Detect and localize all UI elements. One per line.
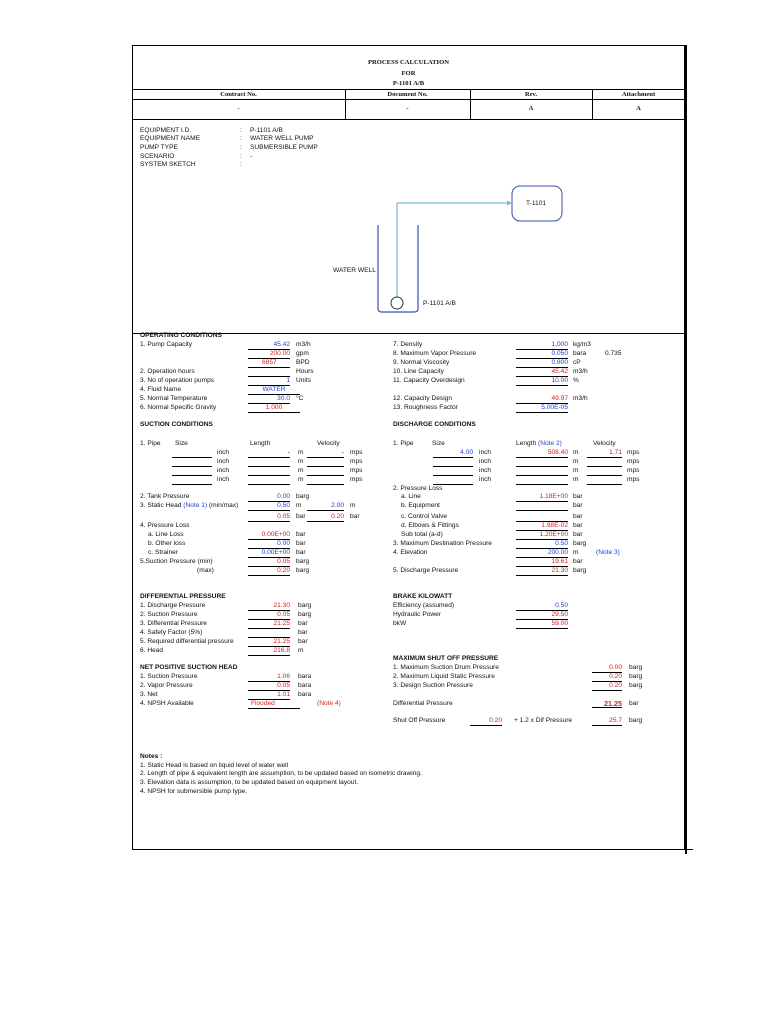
suction-pipe-header: 1. Pipe xyxy=(140,440,161,447)
scenario-label: SCENARIO xyxy=(140,153,175,160)
note-item: 1. Static Head is based on liquid level of water well xyxy=(140,762,289,769)
water-well-label: WATER WELL xyxy=(333,267,376,274)
npsh-net-label: 3. Net xyxy=(140,691,158,698)
line-capacity-label: 10. Line Capacity xyxy=(393,368,444,375)
unit: m xyxy=(298,476,304,483)
suction-velocity-cell xyxy=(307,468,344,476)
unit: bar xyxy=(296,513,306,520)
submersible-pump-icon xyxy=(391,297,403,309)
suction-title: SUCTION CONDITIONS xyxy=(140,421,213,428)
dp-discharge-label: 1. Discharge Pressure xyxy=(140,602,206,609)
discharge-velocity-cell xyxy=(587,477,622,485)
pump-capacity-label: 1. Pump Capacity xyxy=(140,341,193,348)
discharge-title: DISCHARGE CONDITIONS xyxy=(393,421,476,428)
unit: inch xyxy=(217,449,230,456)
discharge-length-row1: 508.40 xyxy=(516,450,568,458)
unit: bara xyxy=(573,350,587,357)
unit: mps xyxy=(350,476,363,483)
equipment-loss-value xyxy=(516,503,568,511)
fluid-name-label: 4. Fluid Name xyxy=(140,386,182,393)
hydraulic-power-value: 29.50 xyxy=(516,612,568,620)
well-bottom xyxy=(378,309,418,312)
suction-velocity-cell xyxy=(307,477,344,485)
unit: inch xyxy=(217,458,230,465)
other-loss-value: 0.00 xyxy=(248,541,290,549)
pump-capacity-m3h: 45.42 xyxy=(248,342,290,350)
discharge-pressure-label: 5. Discharge Pressure xyxy=(393,567,459,574)
strainer-value: 0.00E+00 xyxy=(248,550,290,558)
unit: mps xyxy=(627,476,640,483)
unit: bar xyxy=(296,549,306,556)
max-liquid-static-value: 0.20 xyxy=(592,674,622,682)
note-2-ref: (Note 2) xyxy=(538,440,562,447)
unit: bara xyxy=(298,673,312,680)
max-destination-pressure-label: 3. Maximum Destination Pressure xyxy=(393,540,492,547)
suction-pressure-min-value: 0.05 xyxy=(248,559,290,567)
vapor-pressure-label: 8. Maximum Vapor Pressure xyxy=(393,350,477,357)
suction-size-header: Size xyxy=(175,440,188,447)
unit: mps xyxy=(627,458,640,465)
elevation-label: 4. Elevation xyxy=(393,549,428,556)
unit: m xyxy=(573,449,579,456)
tank-pressure-value: 0.00 xyxy=(248,494,290,502)
unit: bar xyxy=(573,558,583,565)
dp-suction-value: 0.05 xyxy=(248,612,290,620)
colon: : xyxy=(240,144,242,151)
unit: inch xyxy=(479,476,492,483)
max-suction-drum-value: 0.00 xyxy=(592,665,622,673)
title-line-2: FOR xyxy=(401,70,416,77)
efficiency-value: 0.50 xyxy=(516,603,568,611)
shutoff-pressure-label: Shut Off Pressure xyxy=(393,717,446,724)
discharge-velocity-row1: 1.71 xyxy=(587,450,622,458)
unit: bar xyxy=(298,638,308,645)
static-head-max: 2.00 xyxy=(307,503,344,511)
notes-title: Notes : xyxy=(140,753,163,760)
unit: mps xyxy=(350,467,363,474)
unit: barg xyxy=(573,540,587,547)
design-suction-value: 0.20 xyxy=(592,683,622,691)
dp-suction-label: 2. Suction Pressure xyxy=(140,611,198,618)
suction-size-cell xyxy=(172,477,212,485)
unit: BPD xyxy=(296,359,310,366)
equip-name-value: WATER WELL PUMP xyxy=(250,135,314,142)
strainer-label: c. Strainer xyxy=(148,549,179,556)
unit: m xyxy=(573,467,579,474)
unit: m xyxy=(298,467,304,474)
equip-name-label: EQUIPMENT NAME xyxy=(140,135,200,142)
unit: m3/h xyxy=(573,395,588,402)
operating-title: OPERATING CONDITIONS xyxy=(140,332,222,339)
unit: kg/m3 xyxy=(573,341,591,348)
colon: : xyxy=(240,161,242,168)
no-pumps-value: 1 xyxy=(248,378,290,386)
suction-length-header: Length xyxy=(250,440,271,447)
unit: barg xyxy=(296,567,310,574)
unit: inch xyxy=(479,458,492,465)
specific-gravity-value: 1.000 xyxy=(248,405,300,413)
document-no-label: Document No. xyxy=(387,91,428,98)
vapor-pressure-extra: 0.735 xyxy=(605,350,622,357)
pump-type-value: SUBMERSIBLE PUMP xyxy=(250,144,318,151)
contract-no-label: Contract No. xyxy=(220,91,257,98)
unit: % xyxy=(573,377,579,384)
unit: bar xyxy=(573,522,583,529)
bkw-label: bkW xyxy=(393,620,407,627)
unit: barg xyxy=(296,493,310,500)
unit: barg xyxy=(298,611,312,618)
dp-differential-value: 21.25 xyxy=(248,621,290,629)
shutoff-pressure-value: 25.7 xyxy=(592,718,622,726)
equip-id-value: P-1101 A/B xyxy=(250,127,283,134)
shutoff-dp-label: Differential Pressure xyxy=(393,700,453,707)
density-label: 7. Density xyxy=(393,341,423,348)
elbows-fittings-label: d. Elbows & Fittings xyxy=(401,522,459,529)
density-value: 1,000 xyxy=(516,342,568,350)
unit: Units xyxy=(296,377,312,384)
operation-hours-value xyxy=(248,369,290,377)
discharge-velocity-cell xyxy=(587,468,622,476)
unit: mps xyxy=(350,449,363,456)
static-head-label: 3. Static Head (Note 1) (min/max) xyxy=(140,502,239,509)
unit: m xyxy=(573,549,579,556)
unit: cP xyxy=(573,359,581,366)
suction-velocity-cell xyxy=(307,459,344,467)
npsh-available-label: 4. NPSH Available xyxy=(140,700,194,707)
unit: inch xyxy=(217,476,230,483)
required-dp-label: 5. Required differential pressure xyxy=(140,638,234,645)
elevation-bar-value: 19.61 xyxy=(516,559,568,567)
head-value: 216.8 xyxy=(248,648,290,656)
unit: bar xyxy=(573,502,583,509)
differential-title: DIFFERENTIAL PRESSURE xyxy=(140,593,226,600)
unit: bar xyxy=(350,513,360,520)
discharge-velocity-cell xyxy=(587,459,622,467)
npsh-vapor-value: 0.05 xyxy=(248,683,290,691)
unit: m xyxy=(573,458,579,465)
suction-length-cell xyxy=(248,477,290,485)
line-capacity-value: 45.42 xyxy=(516,369,568,377)
normal-temp-value: 30.0 xyxy=(248,396,290,404)
dp-discharge-value: 21.30 xyxy=(248,603,290,611)
discharge-size-header: Size xyxy=(432,440,445,447)
unit: barg xyxy=(298,602,312,609)
scenario-value: - xyxy=(250,153,253,160)
suction-length-cell xyxy=(248,468,290,476)
unit: mps xyxy=(627,449,640,456)
unit: barg xyxy=(296,558,310,565)
overdesign-value: 10.00 xyxy=(516,378,568,386)
shutoff-dp-value: 21.25 xyxy=(592,700,622,708)
line-loss-label: a. Line Loss xyxy=(148,531,184,538)
discharge-size-cell xyxy=(433,459,473,467)
design-suction-label: 3. Design Suction Pressure xyxy=(393,682,473,689)
unit: m3/h xyxy=(296,341,311,348)
attachment-value: A xyxy=(636,105,641,112)
shutoff-formula-label: + 1.2 x Dif Pressure xyxy=(514,717,573,724)
bkw-value: 59.00 xyxy=(516,621,568,629)
unit: m xyxy=(298,458,304,465)
unit: m xyxy=(298,449,304,456)
unit: inch xyxy=(217,467,230,474)
colon: : xyxy=(240,127,242,134)
suction-pressure-max-label: (max) xyxy=(197,567,214,574)
static-head-min-bar: 0.05 xyxy=(248,514,290,522)
npsh-net-value: 1.01 xyxy=(248,692,290,700)
discharge-velocity-header: Velocity xyxy=(593,440,616,447)
suction-size-cell xyxy=(172,450,212,458)
attachment-label: Attachment xyxy=(621,91,656,98)
discharge-length-header: Length (Note 2) xyxy=(516,440,562,447)
note-item: 2. Length of pipe & equivalent length are assumption, to be updated based on isometric drawing. xyxy=(140,770,422,777)
discharge-pressure-loss-label: 2. Pressure Loss xyxy=(393,485,443,492)
unit: barg xyxy=(629,664,643,671)
unit: barg xyxy=(573,567,587,574)
efficiency-label: Efficiency (assumed) xyxy=(393,602,455,609)
pump-type-label: PUMP TYPE xyxy=(140,144,178,151)
discharge-pressure-value: 21.30 xyxy=(516,568,568,576)
suction-velocity-row1: - xyxy=(307,450,344,458)
title-line-1: PROCESS CALCULATION xyxy=(367,59,450,66)
suction-length-row1: - xyxy=(248,450,290,458)
pump-capacity-bpd: 6857 xyxy=(248,360,290,368)
viscosity-value: 0.800 xyxy=(516,360,568,368)
unit: bar xyxy=(573,513,583,520)
note-item: 4. NPSH for submersible pump type. xyxy=(140,788,248,795)
line-loss-value: 0.00E+00 xyxy=(248,532,290,540)
npsh-suction-label: 1. Suction Pressure xyxy=(140,673,198,680)
title-line-3: P-1101 A/B xyxy=(392,80,425,87)
roughness-value: 5.00E-05 xyxy=(516,405,568,413)
discharge-length-cell xyxy=(516,459,568,467)
suction-velocity-header: Velocity xyxy=(317,440,340,447)
subtotal-value: 1.20E+00 xyxy=(516,532,568,540)
unit: bar xyxy=(573,531,583,538)
max-liquid-static-label: 2. Maximum Liquid Static Pressure xyxy=(393,673,495,680)
fluid-name-value: WATER xyxy=(248,387,300,395)
discharge-size-row1: 4.00 xyxy=(433,450,473,458)
max-suction-drum-label: 1. Maximum Suction Drum Pressure xyxy=(393,664,499,671)
overdesign-label: 11. Capacity Overdesign xyxy=(393,377,465,384)
safety-factor-label: 4. Safety Factor (5%) xyxy=(140,629,203,636)
shutoff-base-value: 0.20 xyxy=(470,718,502,726)
viscosity-label: 9. Normal Viscosity xyxy=(393,359,450,366)
npsh-available-value: Flooded xyxy=(248,701,300,709)
note-3-ref: (Note 3) xyxy=(596,549,620,556)
unit: gpm xyxy=(296,350,309,357)
brake-title: BRAKE KILOWATT xyxy=(393,593,453,600)
flow-arrow-icon xyxy=(507,201,512,206)
no-pumps-label: 3. No of operation pumps xyxy=(140,377,215,384)
suction-size-cell xyxy=(172,468,212,476)
unit: barg xyxy=(629,682,643,689)
operation-hours-label: 2. Operation hours xyxy=(140,368,195,375)
dp-differential-label: 3. Differential Pressure xyxy=(140,620,207,627)
equip-id-label: EQUIPMENT I.D. xyxy=(140,127,192,134)
note-item: 3. Elevation data is assumption, to be updated based on equipment layout. xyxy=(140,779,359,786)
colon: : xyxy=(240,135,242,142)
capacity-design-label: 12. Capacity Design xyxy=(393,395,453,402)
equipment-loss-label: b. Equipment xyxy=(401,502,440,509)
control-valve-value xyxy=(516,514,568,522)
unit: bar xyxy=(298,629,308,636)
control-valve-label: c. Control Valve xyxy=(401,513,448,520)
suction-pressure-min-label: 5.Suction Pressure (min) xyxy=(140,558,213,565)
discharge-length-cell xyxy=(516,468,568,476)
pressure-loss-label: 4. Pressure Loss xyxy=(140,522,190,529)
contract-no-value: - xyxy=(237,105,240,112)
static-head-max-bar: 0.20 xyxy=(307,514,344,522)
discharge-size-cell xyxy=(433,468,473,476)
npsh-title: NET POSITIVE SUCTION HEAD xyxy=(140,664,238,671)
vapor-pressure-value: 0.050 xyxy=(516,351,568,359)
unit: barg xyxy=(629,673,643,680)
required-dp-value: 21.25 xyxy=(248,639,290,647)
unit: bara xyxy=(298,691,312,698)
unit: °C xyxy=(296,395,304,402)
unit: mps xyxy=(350,458,363,465)
unit: bar xyxy=(296,540,306,547)
system-sketch-label: SYSTEM SKETCH xyxy=(140,161,196,168)
specific-gravity-label: 6. Normal Specific Gravity xyxy=(140,404,217,411)
tank-label: T-1101 xyxy=(526,200,547,207)
discharge-line-label: a. Line xyxy=(401,493,421,500)
elevation-value: 200.00 xyxy=(516,550,568,558)
discharge-line-value: 1.18E+00 xyxy=(516,494,568,502)
capacity-design-value: 49.97 xyxy=(516,396,568,404)
suction-length-cell xyxy=(248,459,290,467)
rev-value: A xyxy=(528,105,534,112)
static-head-min: 0.50 xyxy=(248,503,290,511)
suction-size-cell xyxy=(172,459,212,467)
npsh-vapor-label: 2. Vapor Pressure xyxy=(140,682,193,689)
roughness-label: 13. Roughness Factor xyxy=(393,404,458,411)
note-1-ref: (Note 1) xyxy=(183,502,208,509)
other-loss-label: b. Other loss xyxy=(148,540,186,547)
elbows-fittings-value: 1.98E-02 xyxy=(516,523,568,531)
unit: bar xyxy=(573,493,583,500)
normal-temp-label: 5. Normal Temperature xyxy=(140,395,208,402)
unit: m3/h xyxy=(573,368,588,375)
max-destination-pressure-value: 0.50 xyxy=(516,541,568,549)
colon: : xyxy=(240,153,242,160)
unit: bara xyxy=(298,682,312,689)
discharge-length-cell xyxy=(516,477,568,485)
safety-factor-value xyxy=(248,630,290,638)
discharge-pipe-header: 1. Pipe xyxy=(393,440,414,447)
unit: m xyxy=(350,502,356,509)
unit: bar xyxy=(629,700,639,707)
pump-capacity-gpm: 200.00 xyxy=(248,351,290,359)
note-4-ref: (Note 4) xyxy=(317,700,341,707)
hydraulic-power-label: Hydraulic Power xyxy=(393,611,442,618)
unit: inch xyxy=(479,449,492,456)
rev-label: Rev. xyxy=(524,91,538,98)
unit: mps xyxy=(627,467,640,474)
shutoff-title: MAXIMUM SHUT OFF PRESSURE xyxy=(393,655,499,662)
suction-pressure-max-value: 0.20 xyxy=(248,568,290,576)
unit: m xyxy=(298,647,304,654)
subtotal-label: Sub total (a-d) xyxy=(401,531,443,538)
unit: bar xyxy=(296,531,306,538)
unit: bar xyxy=(298,620,308,627)
npsh-suction-value: 1.06 xyxy=(248,674,290,682)
tank-pressure-label: 2. Tank Pressure xyxy=(140,493,190,500)
head-label: 6. Head xyxy=(140,647,164,654)
unit: barg xyxy=(629,717,643,724)
unit: inch xyxy=(479,467,492,474)
document-no-value: - xyxy=(406,105,409,112)
pump-label: P-1101 A/B xyxy=(423,300,456,307)
discharge-size-cell xyxy=(433,477,473,485)
unit: Hours xyxy=(296,368,314,375)
unit: m xyxy=(573,476,579,483)
unit: m xyxy=(296,502,302,509)
